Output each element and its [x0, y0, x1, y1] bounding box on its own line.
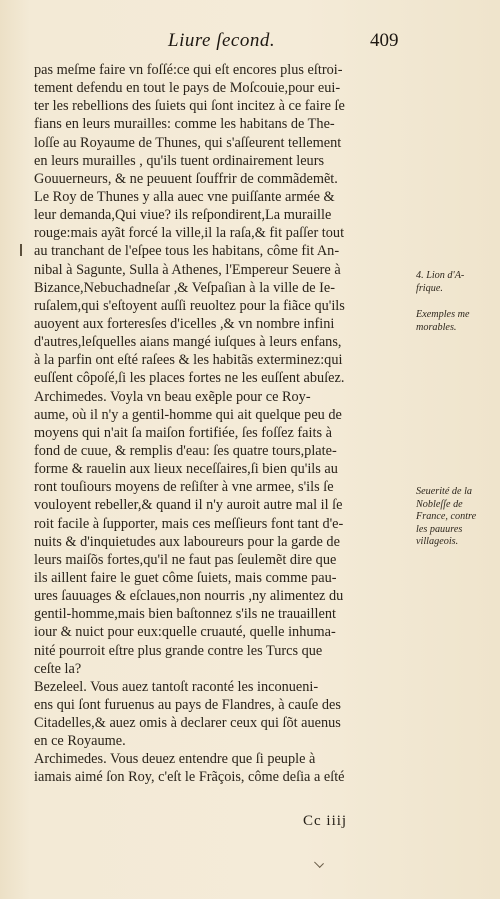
body-line: Le Roy de Thunes y alla auec vne puiſſante armée &: [34, 188, 335, 205]
margin-note-line: 4. Lion d'A-: [416, 270, 465, 281]
body-line: moyens qui n'ait ſa maiſon fortifiée, ſes foſſez faits à: [34, 424, 332, 441]
margin-note-line: les pauures: [416, 523, 463, 535]
margin-note-lion: [416, 270, 498, 295]
margin-note-line: frique.: [416, 282, 443, 294]
body-line: ront touſiours moyens de reſiſter à vne armee, s'ils ſe: [34, 479, 334, 496]
body-line: Bizance,Nebuchadneſar ,& Veſpaſian à la ville de Ie-: [34, 279, 336, 296]
margin-note-line: France, contre: [416, 511, 477, 522]
body-line: Gouuerneurs, & ne peuuent ſouffrir de commãdemẽt.: [34, 170, 338, 187]
body-line: ter les rebellions des ſuiets qui ſont incitez à ce faire ſe: [34, 98, 345, 115]
body-line: aume, où il n'y a gentil-homme qui ait quelque peu de: [34, 406, 342, 423]
body-line: forme & rauelin aux lieux neceſſaires,ſi bien qu'ils au: [34, 461, 338, 478]
body-line: pas meſme faire vn foſſé:ce qui eſt encores plus eſtroi-: [34, 62, 343, 78]
body-line: nité pourroit eſtre plus grande contre les Turcs que: [34, 642, 323, 659]
body-line: auoyent aux forteresſes d'icelles ,& vn nombre infini: [34, 315, 335, 332]
body-line: fond de cuue, & remplis d'eau: ſes quatre tours,plate-: [34, 442, 337, 459]
body-line: iour & nuict pour eux:quelle cruauté, quelle inhuma-: [34, 624, 336, 641]
body-line: nuits & d'inquietudes aux laboureurs pour la garde de: [34, 533, 340, 550]
body-line: Archimedes. Voyla vn beau exẽple pour ce Roy-: [34, 388, 311, 405]
margin-note-line: morables.: [416, 321, 457, 333]
body-line: fians en leurs murailles: comme les habitans de The-: [34, 116, 335, 133]
body-line: ceſte la?: [34, 660, 82, 677]
body-line: d'autres,leſquelles aians mangé iuſques à leurs enfans,: [34, 334, 342, 351]
page-number: 409: [370, 30, 399, 51]
body-line: roit facile à ſupporter, mais ces meſſieurs font tant d'e-: [34, 515, 344, 532]
body-line: à la parfin ont eſté raſees & les habitãs exterminez:qui: [34, 352, 343, 369]
body-line: ens qui ſont furuenus au pays de Flandres, à cauſe des: [34, 696, 341, 713]
body-line: euſſent côpoſé,ſi les places fortes ne les euſſent abuſez.: [34, 370, 345, 387]
page-corner-mark: [314, 858, 324, 868]
body-line: ils aillent faire le guet côme ſuiets, mais comme pau-: [34, 569, 337, 586]
body-line: nibal à Sagunte, Sulla à Athenes, l'Empereur Seuere à: [34, 261, 341, 278]
margin-note-line: Exemples me: [416, 309, 470, 320]
body-line: iamais aimé ſon Roy, c'eſt le Frãçois, côme deſia a eſté: [34, 769, 345, 786]
signature-mark: Cc iiij: [303, 813, 348, 829]
margin-note-seuerite: [416, 486, 498, 549]
body-line: en leurs murailles , qu'ils tuent ordinairement leurs: [34, 152, 325, 169]
body-line: tement defendu en tout le pays de Moſcouie,pour eui-: [34, 80, 341, 97]
body-line: au tranchant de l'eſpee tous les habitans, côme fit An-: [34, 243, 340, 260]
main-text-block: [34, 61, 414, 787]
margin-ink-mark: [20, 244, 22, 256]
body-line: vouloyent rebeller,& quand il n'y auroit autre mal il ſe: [34, 497, 343, 514]
running-title: Liure ſecond.: [168, 30, 276, 51]
body-line: loſſe au Royaume de Thunes, qui s'aſſeurent tellement: [34, 134, 342, 151]
body-line: rouge:mais ayãt forcé la ville,il la raſa,& fit paſſer tout: [34, 225, 345, 242]
body-line: Citadelles,& auez omis à declarer ceux qui ſõt auenus: [34, 715, 341, 732]
margin-note-exemples: [416, 309, 498, 334]
body-line: Bezeleel. Vous auez tantoſt raconté les inconueni-: [34, 678, 319, 695]
margin-note-line: Nobleſſe de: [416, 498, 463, 510]
margin-note-line: villageois.: [416, 536, 459, 547]
body-line: en ce Royaume.: [34, 733, 126, 750]
body-line: ruſalem,qui s'eſtoyent auſſi reuoltez pour la fiãce qu'ils: [34, 297, 345, 314]
body-line: leurs maiſõs fortes,qu'il ne faut pas ſeulemẽt dire que: [34, 551, 337, 568]
body-line: leur demanda,Qui viue? ils reſpondirent,La muraille: [34, 207, 332, 224]
body-line: Archimedes. Vous deuez entendre que ſi peuple à: [34, 751, 316, 768]
body-line: gentil-homme,mais bien baſtonnez s'ils ne trauaillent: [34, 606, 336, 623]
body-line: ures ſauuages & eſclaues,non nourris ,ny alimentez du: [34, 588, 344, 605]
margin-note-line: Seuerité de la: [416, 486, 473, 497]
